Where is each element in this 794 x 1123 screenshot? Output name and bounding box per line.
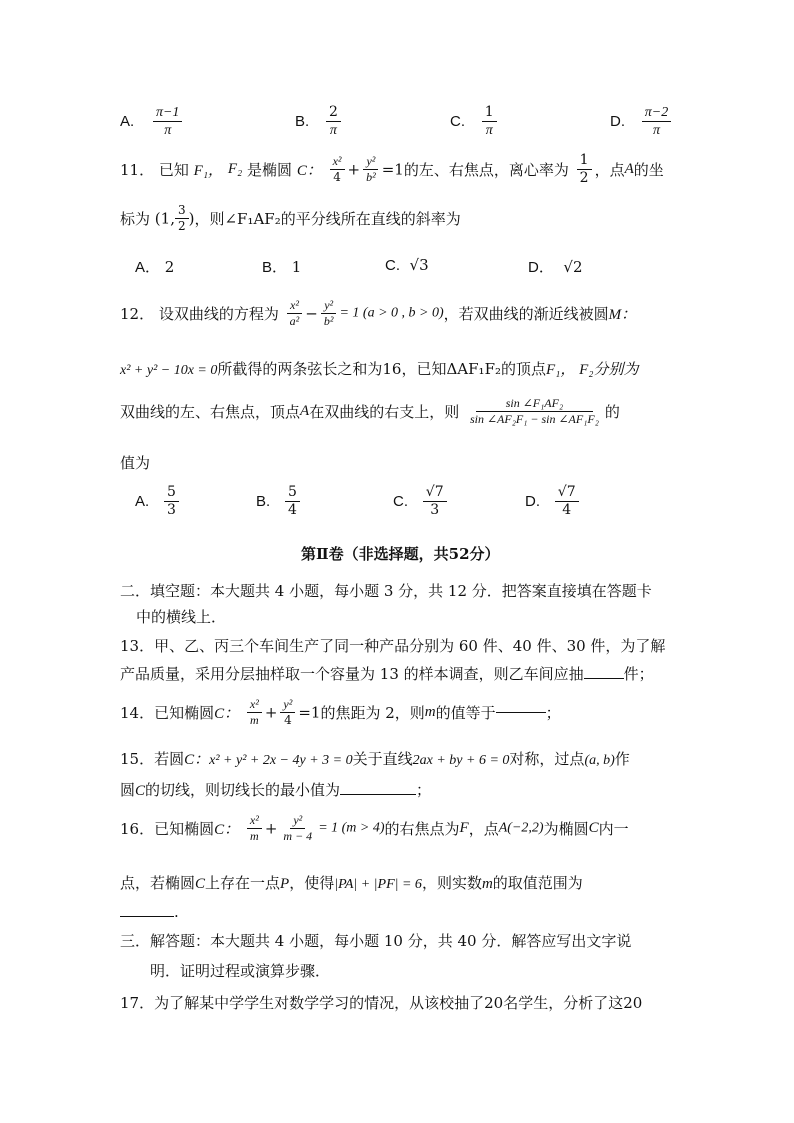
section-3-heading: 三．解答题：本大题共 4 小题，每小题 10 分，共 40 分．解答应写出文字说 明．证明过程或演算步骤． — [120, 932, 632, 980]
q11-option-b: B． 1 — [262, 258, 302, 276]
q15-line-2: 圆C的切线，则切线长的最小值为 ； — [120, 781, 432, 799]
ellipse-x-term: $\frac{\text{x²}}{4}$ — [330, 154, 345, 185]
q16-line-2: 点，若椭圆C上存在一点P，使得|PA| + |PF| = 6，则实数m的取值范围为 — [120, 874, 583, 892]
answer-blank[interactable] — [340, 794, 416, 795]
hyperbola-x-term: $\frac{\text{x²}}{\text{a²}}$ — [287, 298, 303, 329]
q11-option-c: C. √3 — [385, 256, 429, 274]
answer-blank[interactable] — [584, 678, 624, 679]
question-number: 15． — [120, 750, 155, 768]
option-label: D. — [610, 113, 625, 130]
q12-line-3: 双曲线的左、右焦点，顶点A在双曲线的右支上，则 $\frac{\text{sin ∠F₁AF₂}}{\text{sin ∠AF₂F₁ − sin ∠AF₁F₂}}$ 的 — [120, 396, 620, 426]
sine-ratio-fraction: $\frac{\text{sin ∠F₁AF₂}}{\text{sin ∠AF₂F₁ − sin ∠AF₁F₂}}$ — [469, 396, 599, 426]
q12-option-c: C. $\frac{√7}{3}$ — [393, 484, 450, 519]
option-fraction: $\frac{\pi-1}{\pi}$ — [153, 104, 182, 139]
q10-option-d — [610, 104, 674, 139]
q17-line-1: 17．为了解某中学学生对数学学习的情况，从该校抽了20名学生，分析了这20 — [120, 994, 643, 1012]
answer-blank[interactable] — [120, 916, 174, 917]
q11-line-1: 11． 已知 F₁， F₂ 是椭圆 C： $\frac{\text{x²}}{4}$ + $\frac{\text{y²}}{\text{b²}}$ =1的左、右焦点，离心率为 $\frac{1}{2}$ ，点A的坐 — [120, 152, 664, 186]
coord-fraction: $\frac{3}{2}$ — [175, 203, 189, 234]
q10-option-a — [120, 104, 185, 139]
option-label: C. — [450, 113, 465, 130]
section-2-heading: 二．填空题：本大题共 4 小题，每小题 3 分，共 12 分．把答案直接填在答题卡 中的横线上． — [120, 582, 652, 626]
q15-line-1: 15．若圆C：x² + y² + 2x − 4y + 3 = 0关于直线2ax + by + 6 = 0对称，过点(a, b)作 — [120, 750, 630, 768]
option-label: A. — [120, 113, 135, 130]
q10-option-b — [295, 104, 344, 139]
q11-line-2: 标为 (1, $\frac{3}{2}$ )，则∠F₁AF₂的平分线所在直线的斜率为 — [120, 203, 461, 233]
option-fraction: $\frac{\pi-2}{\pi}$ — [642, 104, 671, 139]
question-number: 12． — [120, 305, 155, 323]
q12-line-2: x² + y² − 10x = 0所截得的两条弦长之和为16，已知ΔAF₁F₂的顶点F₁， F₂分别为 — [120, 360, 639, 378]
q11-option-a: A． 2 — [135, 258, 175, 276]
answer-blank[interactable] — [496, 712, 546, 713]
part-2-title: 第Ⅱ卷（非选择题，共52分） — [301, 545, 500, 563]
q11-option-d: D． √2 — [528, 258, 583, 276]
option-label: B. — [295, 113, 310, 130]
q16-line-1: 16．已知椭圆C： $\frac{\text{x²}}{m}$ + $\frac{\text{y²}}{m - 4}$ = 1 (m > 4)的右焦点为F，点A(−2,2)为椭圆C内一 — [120, 813, 629, 843]
q12-option-a: A. $\frac{5}{3}$ — [135, 484, 182, 519]
q16-line-3: . — [120, 903, 179, 921]
ellipse-y-term: $\frac{\text{y²}}{\text{b²}}$ — [363, 154, 379, 185]
question-number: 11． — [120, 161, 155, 179]
q10-option-c — [450, 104, 500, 139]
q12-option-d: D. $\frac{√7}{4}$ — [525, 484, 582, 519]
q12-line-1: 12． 设双曲线的方程为 $\frac{\text{x²}}{\text{a²}}$ − $\frac{\text{y²}}{\text{b²}}$ = 1 (a > 0 , b > 0)，若双曲线的渐近线被圆M： — [120, 298, 637, 328]
eccentricity-fraction: $\frac{1}{2}$ — [577, 152, 592, 187]
question-number: 14． — [120, 704, 155, 722]
q13: 13．甲、乙、丙三个车间生产了同一种产品分别为 60 件、40 件、30 件，为了解 产品质量，采用分层抽样取一个容量为 13 的样本调查，则乙车间应抽 件； — [120, 637, 666, 683]
hyperbola-y-term: $\frac{\text{y²}}{\text{b²}}$ — [321, 298, 337, 329]
q12-line-4: 值为 — [120, 454, 151, 472]
q14: 14．已知椭圆C： $\frac{\text{x²}}{m}$ + $\frac{\text{y²}}{4}$ =1的焦距为 2，则m的值等于 ； — [120, 697, 561, 727]
option-fraction: $\frac{1}{\pi}$ — [482, 104, 497, 139]
question-number: 16． — [120, 820, 155, 838]
option-fraction: $\frac{2}{\pi}$ — [326, 104, 341, 139]
q12-option-b: B. $\frac{5}{4}$ — [256, 484, 303, 519]
